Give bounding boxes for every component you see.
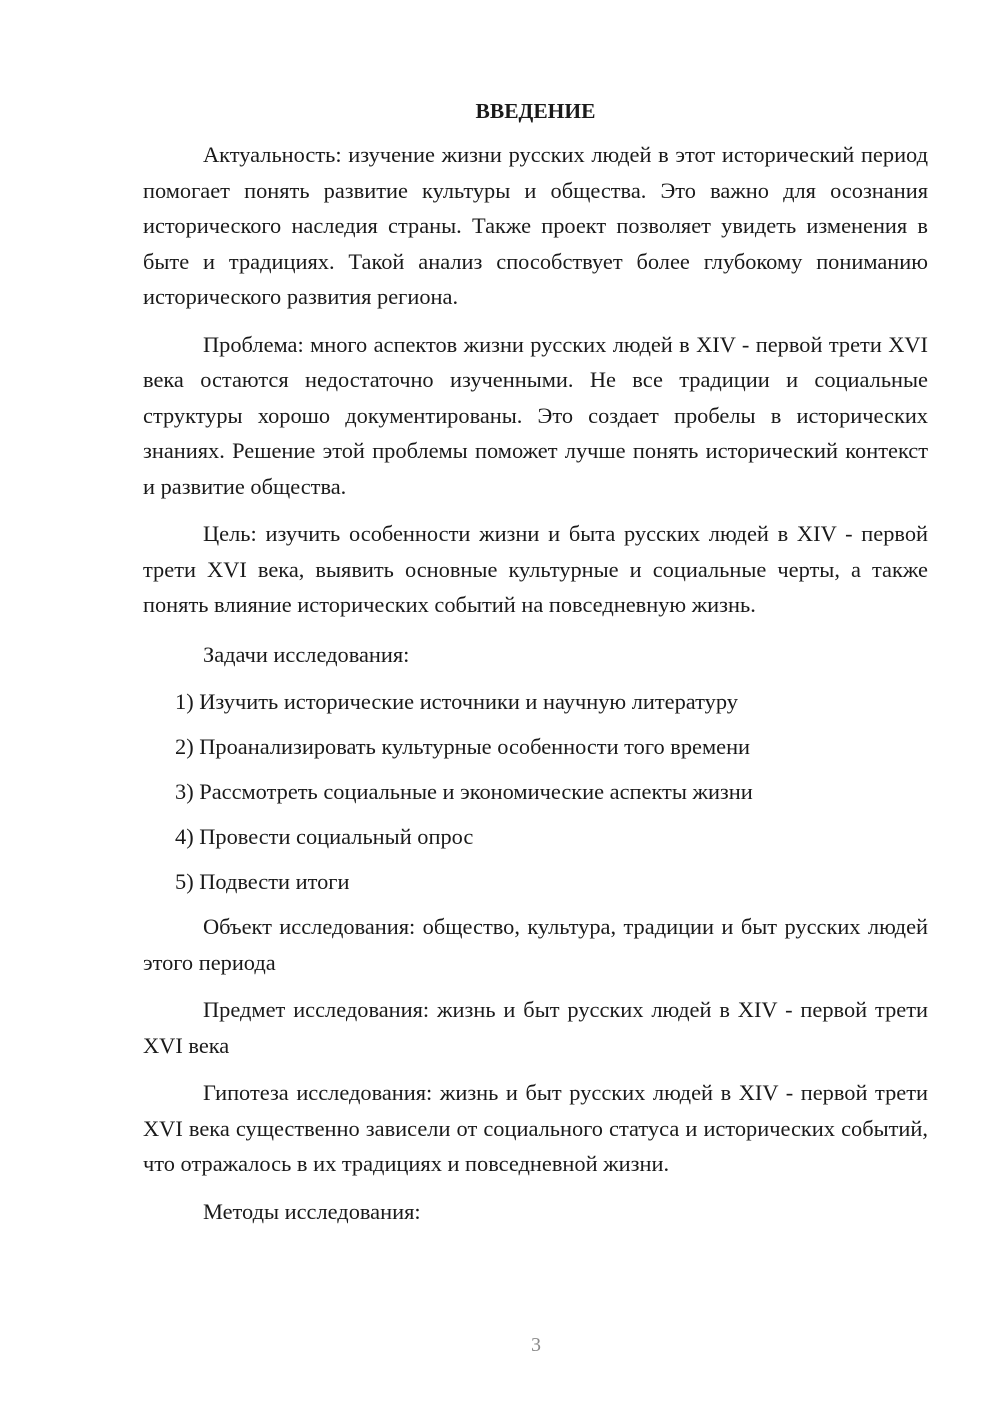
paragraph-object: Объект исследования: общество, культура, традиции и быт русских людей этого периода <box>143 914 928 975</box>
paragraph-relevance: Актуальность: изучение жизни русских людей в этот исторический период помогает понять развитие культуры и общества. Это важно для осознания исторического наследия страны. Также проект позволяет увидеть изменения в быте и традициях. Такой анализ способствует более глубокому пониманию исторического развития региона. <box>143 142 928 309</box>
paragraph-tasks-heading: Задачи исследования: <box>203 641 410 667</box>
paragraph-subject: Предмет исследования: жизнь и быт русских людей в XIV - первой трети XVI века <box>143 997 928 1058</box>
list-item: 5) Подвести итоги <box>175 869 350 895</box>
page-number: 3 <box>531 1334 541 1356</box>
page-title: ВВЕДЕНИЕ <box>475 99 596 123</box>
paragraph-methods-heading: Методы исследования: <box>203 1198 421 1224</box>
list-item: 4) Провести социальный опрос <box>175 824 474 850</box>
list-item: 3) Рассмотреть социальные и экономические аспекты жизни <box>175 779 753 805</box>
list-item: 1) Изучить исторические источники и научную литературу <box>175 689 738 714</box>
paragraph-problem: Проблема: много аспектов жизни русских людей в XIV - первой трети XVI века остаются недостаточно изученными. Не все традиции и социальные структуры хорошо документированы. Это создает пробелы в исторических знаниях. Решение этой проблемы поможет лучше понять исторический контекст и развитие общества. <box>143 331 928 499</box>
page-content <box>143 96 928 1241</box>
paragraph-goal: Цель: изучить особенности жизни и быта русских людей в XIV - первой трети XVI века, выявить основные культурные и социальные черты, а также понять влияние исторических событий на повседневную жизнь. <box>143 521 928 617</box>
tasks-list <box>143 684 928 900</box>
paragraph-hypothesis: Гипотеза исследования: жизнь и быт русских людей в XIV - первой трети XVI века существенно зависели от социального статуса и исторических событий, что отражалось в их традициях и повседневной жизни. <box>143 1080 928 1177</box>
list-item: 2) Проанализировать культурные особенности того времени <box>175 734 751 760</box>
